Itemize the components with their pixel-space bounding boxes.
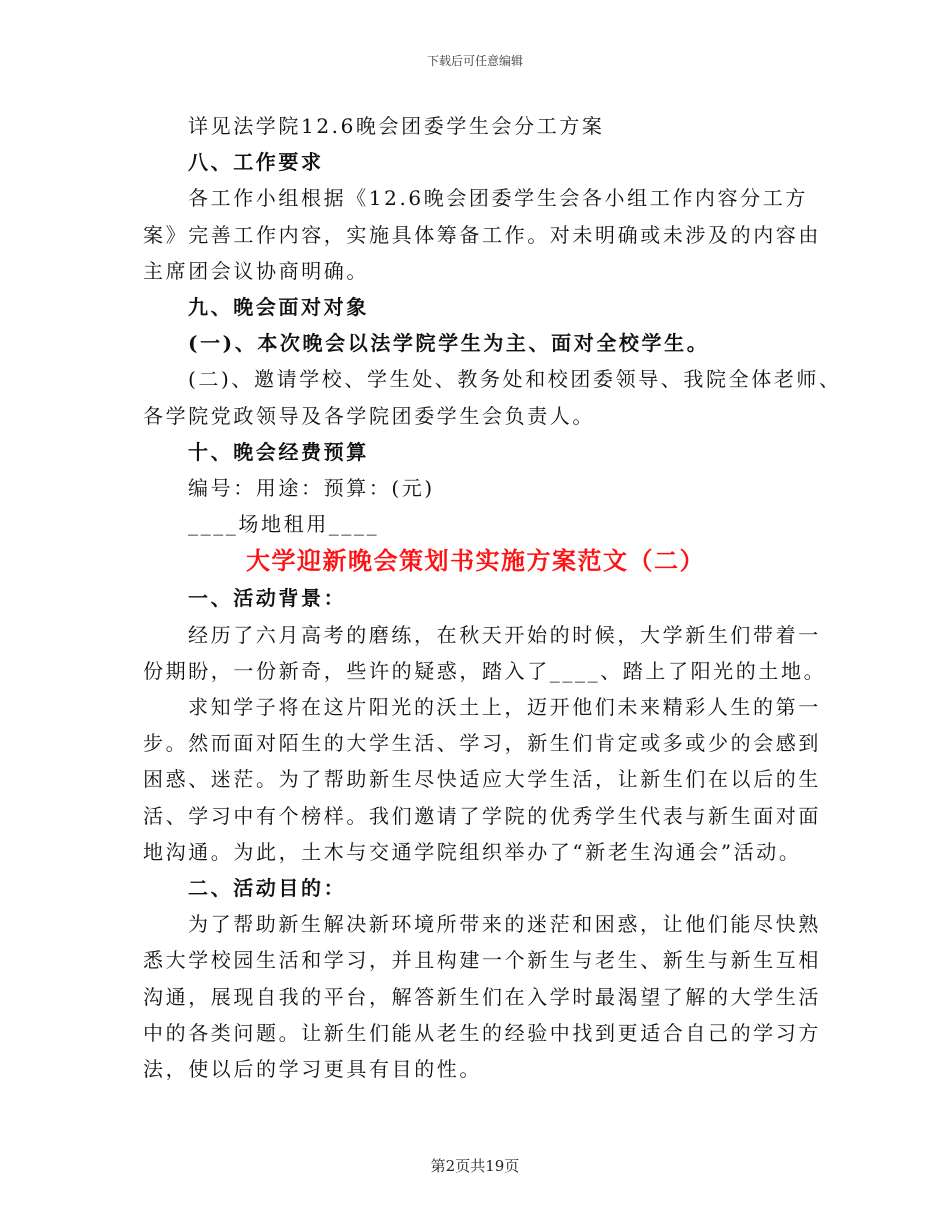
body-line: 主席团会议协商明确。 xyxy=(143,258,369,283)
section-heading-background: 一、活动背景： xyxy=(188,586,347,611)
body-line: 编号：用途：预算：(元) xyxy=(188,476,435,501)
body-line: 为了帮助新生解决新环境所带来的迷茫和困惑，让他们能尽快熟 xyxy=(188,912,821,937)
body-line: 求知学子将在这片阳光的沃土上，迈开他们未来精彩人生的第一 xyxy=(188,695,821,720)
section-heading-requirements: 八、工作要求 xyxy=(188,150,324,175)
section-heading-budget: 十、晚会经费预算 xyxy=(188,439,369,464)
body-line: 份期盼，一份新奇，些许的疑惑，踏入了____、踏上了阳光的土地。 xyxy=(143,658,827,683)
section-heading-purpose: 二、活动目的： xyxy=(188,876,347,901)
body-line: 详见法学院12.6晚会团委学生会分工方案 xyxy=(188,114,605,138)
page-footer: 第2页共19页 xyxy=(430,1157,520,1175)
body-line: 中的各类问题。让新生们能从老生的经验中找到更适合自己的学习方 xyxy=(143,1020,821,1045)
body-line: (二)、邀请学校、学生处、教务处和校团委领导、我院全体老师、 xyxy=(188,367,842,392)
body-line: 悉大学校园生活和学习，并且构建一个新生与老生、新生与新生互相 xyxy=(143,948,821,973)
body-line: 经历了六月高考的磨练，在秋天开始的时候，大学新生们带着一 xyxy=(188,622,821,647)
body-line: 各工作小组根据《12.6晚会团委学生会各小组工作内容分工方 xyxy=(188,186,808,211)
body-line: 各学院党政领导及各学院团委学生会负责人。 xyxy=(143,403,595,428)
body-line-bold: (一)、本次晚会以法学院学生为主、面对全校学生。 xyxy=(188,331,710,356)
body-line: ____场地租用____ xyxy=(188,512,380,537)
page-header: 下载后可任意编辑 xyxy=(426,54,523,68)
body-line: 沟通，展现自我的平台，解答新生们在入学时最渴望了解的大学生活 xyxy=(143,984,821,1009)
section-heading-audience: 九、晚会面对对象 xyxy=(188,295,369,320)
body-line: 步。然而面对陌生的大学生活、学习，新生们肯定或多或少的会感到 xyxy=(143,731,821,756)
body-line: 活、学习中有个榜样。我们邀请了学院的优秀学生代表与新生面对面 xyxy=(143,803,821,828)
body-line: 法，使以后的学习更具有目的性。 xyxy=(143,1057,482,1082)
body-line: 地沟通。为此，土木与交通学院组织举办了“新老生沟通会”活动。 xyxy=(143,839,802,864)
document-body xyxy=(143,108,842,1087)
body-line: 困惑、迷茫。为了帮助新生尽快适应大学生活，让新生们在以后的生 xyxy=(143,767,821,792)
body-line: 案》完善工作内容，实施具体筹备工作。对未明确或未涉及的内容由 xyxy=(143,222,821,247)
document-title: 大学迎新晚会策划书实施方案范文（二） xyxy=(246,546,705,576)
